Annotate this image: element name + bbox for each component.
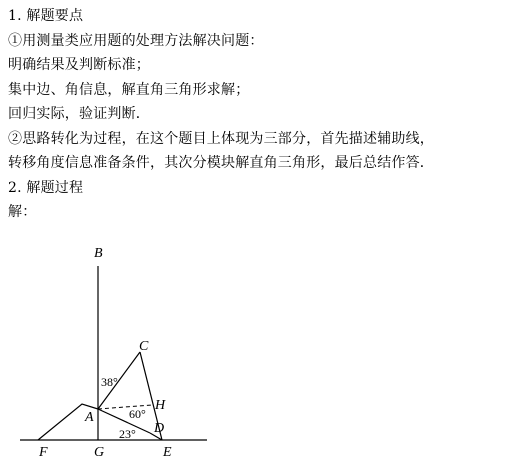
label-angle-23: 23° <box>119 427 136 441</box>
section-heading-solution-process: 2. 解题过程 <box>8 179 84 196</box>
text-line: 转移角度信息准备条件，其次分模块解直角三角形，最后总结作答． <box>8 155 434 171</box>
label-point-a: A <box>85 410 94 425</box>
label-angle-60: 60° <box>129 407 146 421</box>
solution-label: 解： <box>8 204 37 220</box>
geometry-diagram-svg <box>0 230 531 463</box>
text-line: 明确结果及判断标准； <box>8 57 150 73</box>
text-line: 集中边、角信息，解直角三角形求解； <box>8 81 250 98</box>
label-point-g: G <box>94 445 105 460</box>
label-point-b: B <box>94 246 103 261</box>
label-point-d: D <box>154 421 165 436</box>
text-line: ①用测量类应用题的处理方法解决问题： <box>8 32 264 49</box>
text-line: 回归实际，验证判断． <box>8 106 150 122</box>
label-angle-38: 38° <box>101 375 118 389</box>
label-point-f: F <box>39 445 48 460</box>
text-line: ②思路转化为过程，在这个题目上体现为三部分，首先描述辅助线， <box>8 130 434 147</box>
geometry-figure <box>0 230 531 463</box>
label-point-h: H <box>155 398 166 413</box>
section-heading-key-points: 1. 解题要点 <box>8 8 84 24</box>
label-point-e: E <box>163 445 172 460</box>
solution-document <box>8 4 528 225</box>
label-point-c: C <box>139 339 149 354</box>
